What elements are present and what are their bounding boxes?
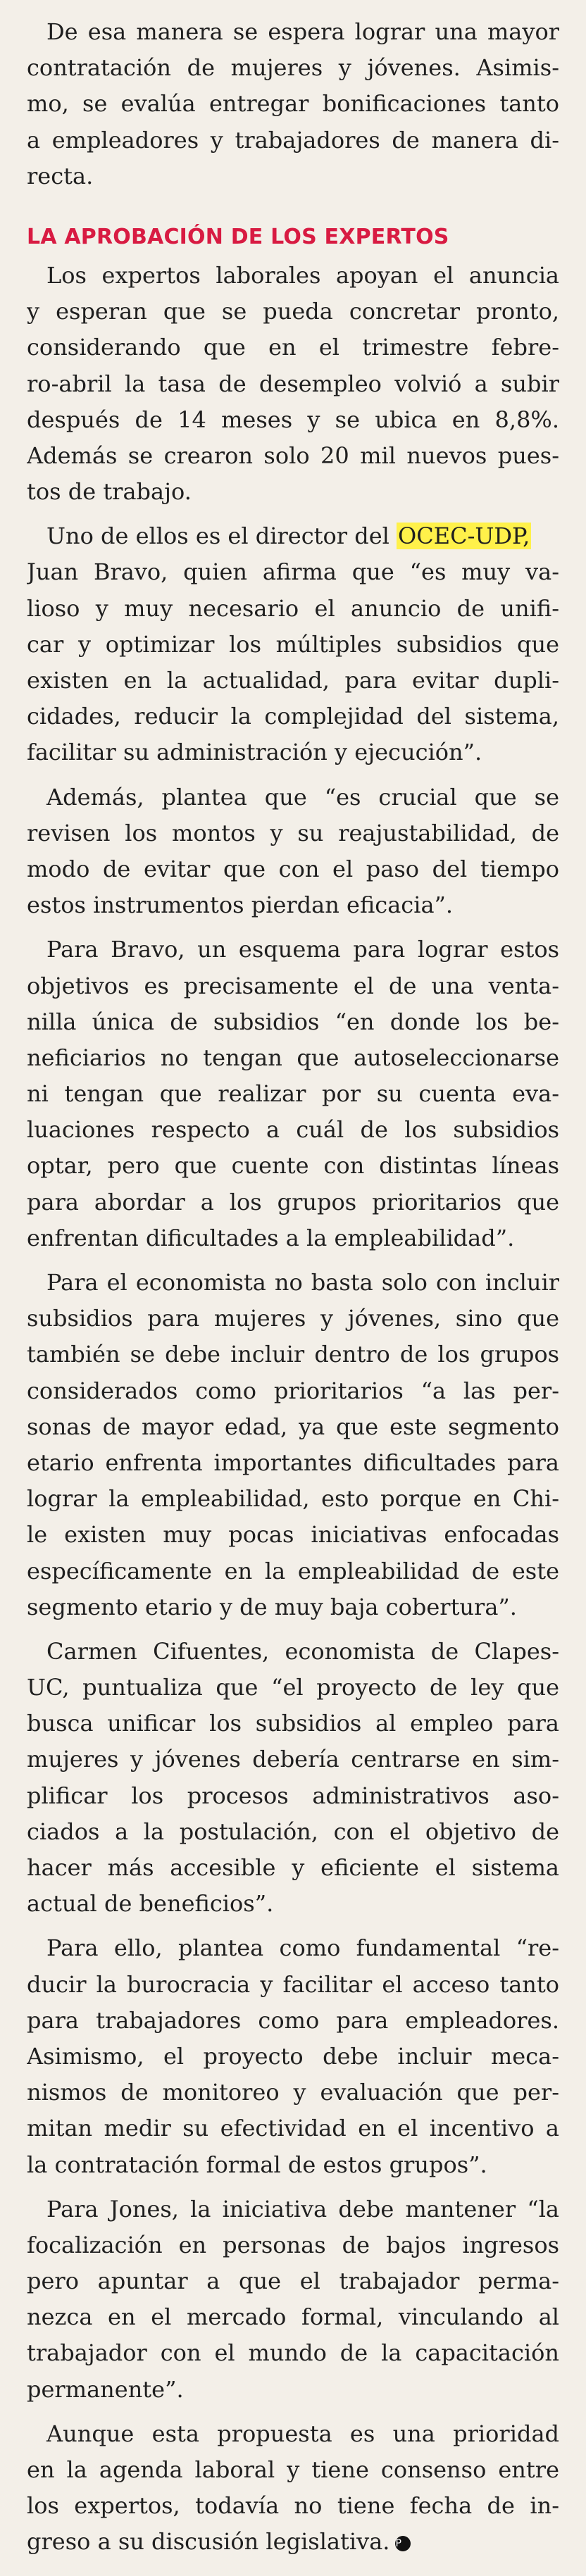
text-line: nismos de monitoreo y evaluación que per- — [27, 2079, 559, 2106]
text-line: Para el economista no basta solo con incluir — [46, 1269, 559, 1296]
text-line: modo de evitar que con el paso del tiempo — [27, 855, 559, 882]
text-line: para trabajadores como para empleadores. — [27, 2006, 559, 2034]
text-line: Además, plantea que “es crucial que se — [46, 783, 559, 811]
text-line: ro-abril la tasa de desempleo volvió a subir — [27, 370, 559, 397]
text-line: cidades, reducir la complejidad del sistema, — [27, 703, 559, 730]
text-line: mitan medir su efectividad en el incentivo a — [27, 2115, 559, 2142]
text-line — [27, 2524, 559, 2560]
text-line: objetivos es precisamente el de una venta- — [27, 972, 559, 999]
text-line: focalización en personas de bajos ingresos — [27, 2231, 559, 2258]
text-line: nilla única de subsidios “en donde los be- — [27, 1008, 559, 1035]
text-line: Para Bravo, un esquema para lograr estos — [46, 936, 559, 963]
text-line: para abordar a los grupos prioritarios que — [27, 1188, 559, 1215]
text-line: etario enfrenta importantes dificultades para — [27, 1449, 559, 1476]
text-line: Para Jones, la iniciativa debe mantener “la — [46, 2195, 559, 2222]
text-line — [27, 518, 559, 554]
paragraph-6 — [27, 1634, 559, 1922]
text-line: lioso y muy necesario el anuncio de unifi- — [27, 594, 559, 622]
paragraph-9 — [27, 2416, 559, 2561]
text-line: mujeres y jóvenes debería centrarse en sim- — [27, 1746, 559, 1773]
text-line: Carmen Cifuentes, economista de Clapes- — [46, 1637, 559, 1665]
text-line: segmento etario y de muy baja cobertura”. — [27, 1593, 517, 1620]
text-line: actual de beneficios”. — [27, 1890, 274, 1918]
text-line: específicamente en la empleabilidad de este — [27, 1557, 559, 1584]
text-line: sonas de mayor edad, ya que este segmento — [27, 1413, 559, 1440]
text-line: permanente”. — [27, 2375, 184, 2403]
paragraph-8 — [27, 2192, 559, 2408]
text-line: y esperan que se pueda concretar pronto, — [27, 298, 559, 325]
text-line: subsidios para mujeres y jóvenes, sino que — [27, 1305, 559, 1332]
text-line: De esa manera se espera lograr una mayor — [46, 18, 559, 45]
text-line: ducir la burocracia y facilitar el acceso tanto — [27, 1970, 559, 1998]
text-line: lograr la empleabilidad, esto porque en Chi- — [27, 1485, 559, 1513]
text-line: trabajador con el mundo de la capacitación — [27, 2339, 559, 2367]
text-line: contratación de mujeres y jóvenes. Asimis- — [27, 54, 559, 82]
text-line: a empleadores y trabajadores de manera di- — [27, 126, 559, 154]
paragraph-5 — [27, 1265, 559, 1625]
text-line: tos de trabajo. — [27, 478, 192, 506]
text-line: los expertos, todavía no tiene fecha de in- — [27, 2492, 559, 2520]
highlighted-text: OCEC-UDP, — [398, 523, 530, 550]
section-title: LA APROBACIÓN DE LOS EXPERTOS — [27, 224, 449, 249]
paragraph-4 — [27, 932, 559, 1256]
paragraph-2 — [27, 518, 559, 770]
text-line: Además se crearon solo 20 mil nuevos pues- — [27, 442, 559, 469]
text-line: también se debe incluir dentro de los grupos — [27, 1341, 559, 1368]
text-line: luaciones respecto a cuál de los subsidios — [27, 1116, 559, 1144]
text-line: UC, puntualiza que “el proyecto de ley que — [27, 1674, 559, 1701]
text-line: considerados como prioritarios “a las per- — [27, 1377, 559, 1404]
text-line: considerando que en el trimestre febre- — [27, 334, 559, 361]
text-line: plificar los procesos administrativos aso- — [27, 1782, 559, 1809]
text-line: existen en la actualidad, para evitar dupli- — [27, 667, 559, 694]
end-of-article-icon: P — [395, 2536, 411, 2551]
paragraph-7 — [27, 1930, 559, 2182]
text-line: mo, se evalúa entregar bonificaciones tanto — [27, 90, 559, 118]
text-fragment: greso a su discusión legislativa. — [27, 2528, 390, 2556]
text-line: nezca en el mercado formal, vinculando al — [27, 2303, 559, 2331]
text-line: car y optimizar los múltiples subsidios que — [27, 630, 559, 658]
text-line: Para ello, plantea como fundamental “re- — [46, 1934, 559, 1962]
text-line: Asimismo, el proyecto debe incluir meca- — [27, 2042, 559, 2070]
text-line: Los expertos laborales apoyan el anuncia — [46, 261, 559, 289]
text-line: le existen muy pocas iniciativas enfocadas — [27, 1521, 559, 1549]
text-line: después de 14 meses y se ubica en 8,8%. — [27, 406, 559, 433]
text-line: recta. — [27, 162, 94, 189]
text-line: facilitar su administración y ejecución”. — [27, 739, 482, 766]
text-line: enfrentan dificultades a la empleabilidad”. — [27, 1224, 515, 1251]
text-line: pero apuntar a que el trabajador perma- — [27, 2268, 559, 2295]
text-line: la contratación formal de estos grupos”. — [27, 2151, 487, 2178]
text-line: ciados a la postulación, con el objetivo de — [27, 1818, 559, 1845]
text-line: optar, pero que cuente con distintas líneas — [27, 1152, 559, 1180]
text-line: Aunque esta propuesta es una prioridad — [46, 2420, 559, 2447]
text-line: Juan Bravo, quien afirma que “es muy va- — [27, 558, 559, 586]
paragraph-3 — [27, 780, 559, 924]
text-line: hacer más accesible y eficiente el sistema — [27, 1854, 559, 1881]
text-line: estos instrumentos pierdan eficacia”. — [27, 892, 454, 919]
text-line: en la agenda laboral y tiene consenso entre — [27, 2456, 559, 2483]
intro-paragraph — [27, 14, 559, 194]
text-line: neficiarios no tengan que autoseleccionarse — [27, 1044, 559, 1071]
paragraph-1 — [27, 258, 559, 510]
text-fragment: Uno de ellos es el director del — [46, 523, 397, 550]
text-line: ni tengan que realizar por su cuenta eva- — [27, 1080, 559, 1108]
text-line: busca unificar los subsidios al empleo para — [27, 1710, 559, 1737]
text-line: revisen los montos y su reajustabilidad, de — [27, 819, 559, 846]
